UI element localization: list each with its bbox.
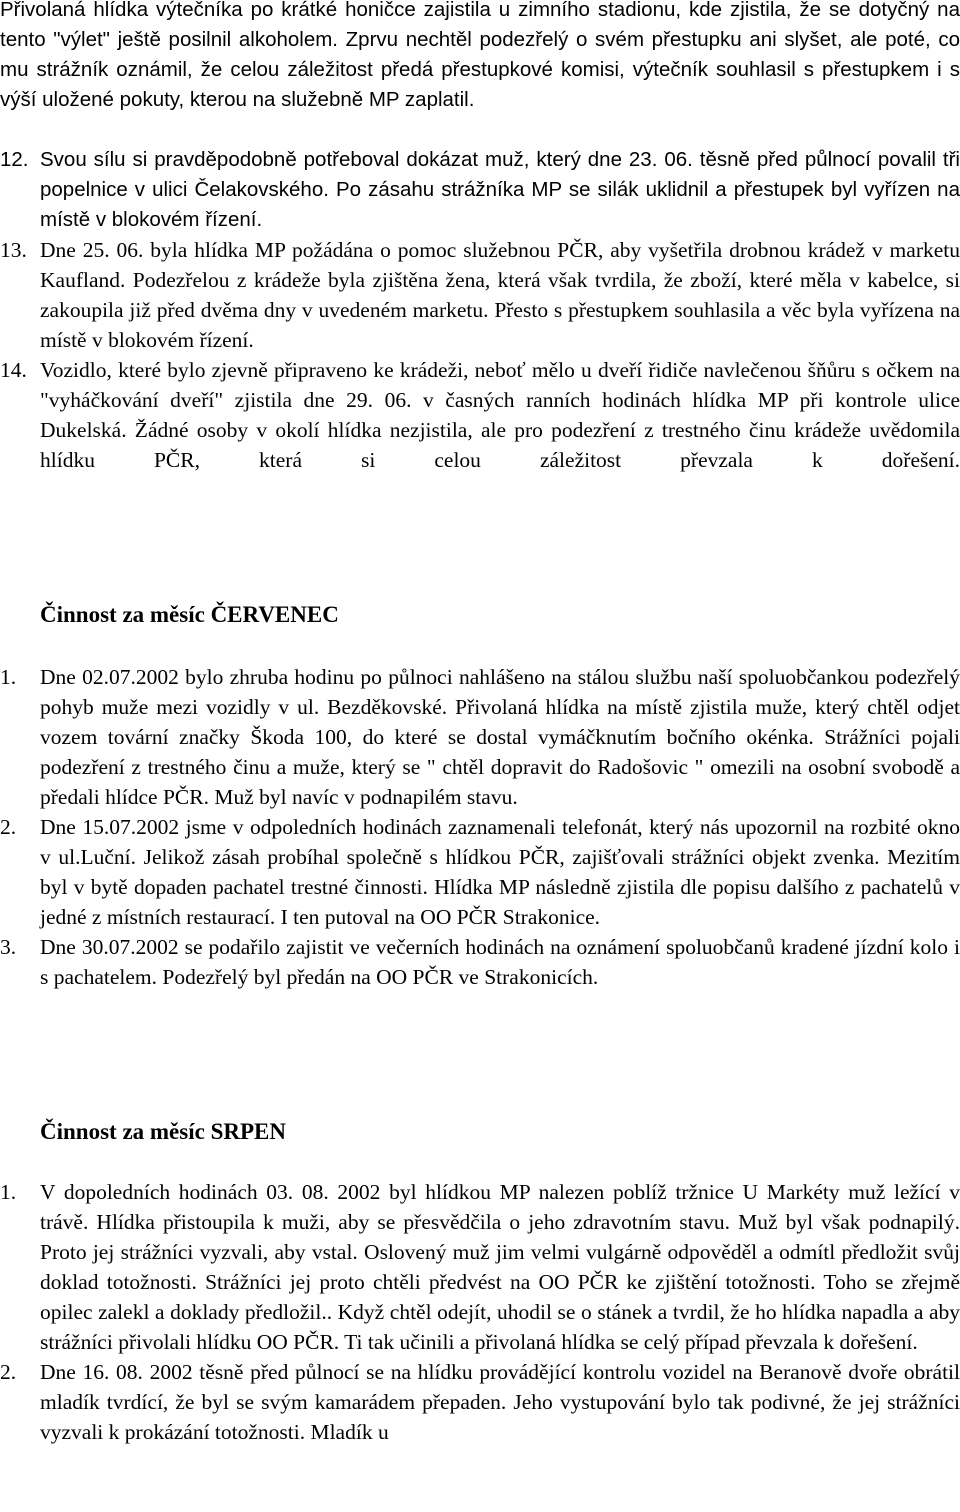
section-heading-august: Činnost za měsíc SRPEN — [40, 1119, 286, 1144]
item-text: Svou sílu si pravděpodobně potřeboval dokázat muž, který dne 23. 06. těsně před půlnocí povalil tři popelnice v ulici Čelakovského. Po zásahu strážníka MP se silák uklidnil a přestupek byl vyřízen na místě v blokovém řízení. — [40, 148, 960, 231]
item-text: Vozidlo, které bylo zjevně připraveno ke krádeži, neboť mělo u dveří řidiče navlečenou šňůru s očkem na "vyháčkování dveří" zjistila dne 29. 06. v časných ranních hodinách hlídka MP při kontrole ulice Dukelská. Žádné osoby v okolí hlídka nezjistila, ale pro podezření z trestného činu krádeže uvědomila hlídku PČR, která si celou záležitost převzala k dořešení. — [40, 358, 960, 472]
item-text: Dne 15.07.2002 jsme v odpoledních hodinách zaznamenali telefonát, který nás upozornil na rozbité okno v ul.Luční. Jelikož zásah probíhal společně s hlídkou PČR, zajišťovali strážníci objekt zvenka. Mezitím byl v bytě dopaden pachatel trestné činnosti. Hlídka MP následně zjistila dle popisu dalšího z pachatelů v jedné z místních restaurací. I ten putoval na OO PČR Strakonice. — [40, 815, 960, 929]
list-item — [0, 355, 960, 475]
august-list — [0, 1177, 960, 1447]
list-item — [0, 932, 960, 992]
intro-block — [0, 0, 960, 115]
item-number: 14. — [0, 358, 27, 382]
list-item — [0, 662, 960, 812]
list-item — [0, 812, 960, 932]
item-number: 13. — [0, 238, 27, 262]
item-text: Dne 30.07.2002 se podařilo zajistit ve večerních hodinách na oznámení spoluobčanů kradené jízdní kolo i s pachatelem. Podezřelý byl předán na OO PČR ve Strakonicích. — [40, 935, 960, 989]
july-list — [0, 662, 960, 992]
item-number: 12. — [0, 148, 29, 171]
item-number: 2. — [0, 815, 17, 839]
item-number: 1. — [0, 1180, 17, 1204]
item-text: V dopoledních hodinách 03. 08. 2002 byl hlídkou MP nalezen poblíž tržnice U Markéty muž ležící v trávě. Hlídka přistoupila k muži, aby se přesvědčila o jeho zdravotním stavu. Muž byl však podnapilý. Proto jej strážníci vyzvali, aby vstal. Oslovený muž jim velmi vulgárně odpověděl a odmítl předložit svůj doklad totožnosti. Strážníci jej proto chtěli předvést na OO PČR ke zjištění totožnosti. Toho se zřejmě opilec zalekl a doklady předložil.. Když chtěl odejít, uhodil se o stánek a tvrdil, že ho hlídka napadla a aby strážníci přivolali hlídku OO PČR. Ti tak učinili a přivolaná hlídka se celý případ převzala k dořešení. — [40, 1180, 960, 1354]
item-number: 3. — [0, 935, 17, 959]
item-number: 2. — [0, 1360, 17, 1384]
list-item — [0, 235, 960, 355]
june-list — [0, 145, 960, 475]
item-text: Dne 25. 06. byla hlídka MP požádána o pomoc služebnou PČR, aby vyšetřila drobnou krádež v marketu Kaufland. Podezřelou z krádeže byla zjištěna žena, která však tvrdila, že zboží, které měla v kabelce, si zakoupila již před dvěma dny v uvedeném marketu. Přesto s přestupkem souhlasila a věc byla vyřízena na místě v blokovém řízení. — [40, 238, 960, 352]
item-text: Dne 16. 08. 2002 těsně před půlnocí se na hlídku provádějící kontrolu vozidel na Beranově dvoře obrátil mladík tvrdící, že byl se svým kamarádem přepaden. Jeho vystupování bylo tak podivné, že jej strážníci vyzvali k prokázání totožnosti. Mladík u — [40, 1360, 960, 1444]
item-number: 1. — [0, 665, 17, 689]
item-text: Dne 02.07.2002 bylo zhruba hodinu po půlnoci nahlášeno na stálou službu naší spoluobčankou podezřelý pohyb muže mezi vozidly v ul. Bezděkovské. Přivolaná hlídka na místě zjistila muže, který chtěl odjet vozem tovární značky Škoda 100, do které se dostal vymáčknutím bočního okénka. Strážníci pojali podezření z trestného činu a muže, který se " chtěl dopravit do Radošovic " omezili na osobní svobodě a předali hlídce PČR. Muž byl navíc v podnapilém stavu. — [40, 665, 960, 809]
section-heading-july: Činnost za měsíc ČERVENEC — [40, 602, 339, 627]
intro-paragraph: Přivolaná hlídka výtečníka po krátké honičce zajistila u zimního stadionu, kde zjistila, že se dotyčný na tento "výlet" ještě posilnil alkoholem. Zprvu nechtěl podezřelý o svém přestupku ani slyšet, ale poté, co mu strážník oznámil, že celou záležitost předá přestupkové komisi, výtečník souhlasil s přestupkem i s výší uložené pokuty, kterou na služebně MP zaplatil. — [0, 0, 960, 111]
list-item — [0, 1177, 960, 1357]
list-item — [0, 145, 960, 235]
list-item — [0, 1357, 960, 1447]
